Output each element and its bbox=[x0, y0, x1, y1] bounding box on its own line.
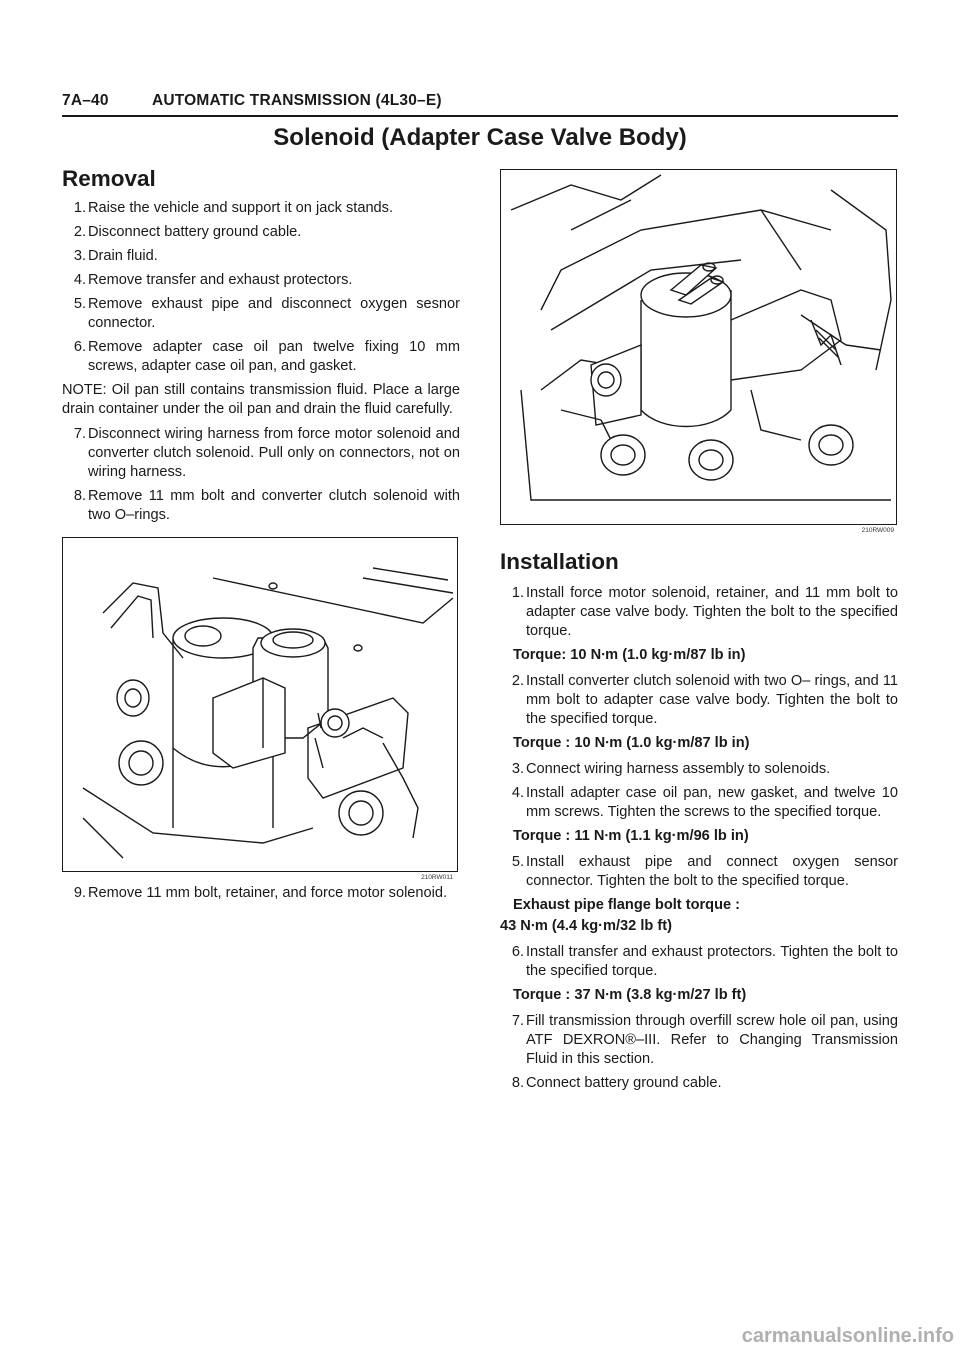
installation-step-6: 6. Install transfer and exhaust protectors. Tighten the bolt to the specified torque. bbox=[511, 944, 898, 979]
removal-steps-a bbox=[62, 199, 460, 530]
installation-step-4: 4. Install adapter case oil pan, new gasket, and twelve 10 mm screws. Tighten the screws to the specified torque. bbox=[511, 785, 898, 820]
torque-spec-1: Torque: 10 N∙m (1.0 kg·m/87 lb in) bbox=[513, 647, 746, 663]
removal-step-7: 7. Disconnect wiring harness from force motor solenoid and converter clutch solenoid. Pull only on connectors, not on wiring harness. bbox=[73, 426, 460, 480]
torque-spec-6: Torque : 37 N∙m (3.8 kg·m/27 lb ft) bbox=[513, 987, 747, 1003]
page-number: 7A–40 bbox=[62, 92, 109, 109]
installation-step-8: 8. Connect battery ground cable. bbox=[511, 1075, 722, 1091]
installation-step-5: 5. Install exhaust pipe and connect oxygen sensor connector. Tighten the bolt to the specified torque. bbox=[511, 854, 898, 889]
header-rule bbox=[62, 115, 898, 117]
page-title: Solenoid (Adapter Case Valve Body) bbox=[273, 124, 687, 151]
removal-step-5: 5. Remove exhaust pipe and disconnect oxygen sesnor connector. bbox=[73, 296, 460, 331]
torque-spec-4: Torque : 11 N∙m (1.1 kg·m/96 lb in) bbox=[513, 828, 749, 844]
removal-step-3: 3. Drain fluid. bbox=[73, 248, 158, 264]
removal-note: NOTE: Oil pan still contains transmission fluid. Place a large drain container under the oil pan and drain the fluid carefully. bbox=[62, 382, 460, 417]
installation-step-1: 1. Install force motor solenoid, retainer, and 11 mm bolt to adapter case valve body. Tighten the bolt to the specified torque. bbox=[511, 585, 898, 639]
installation-heading: Installation bbox=[500, 549, 619, 574]
figure-id-210rw011: 210RW011 bbox=[421, 874, 453, 881]
figure-id-210rw009: 210RW009 bbox=[861, 527, 894, 534]
page-header bbox=[62, 92, 442, 110]
removal-step-2: 2. Disconnect battery ground cable. bbox=[73, 224, 302, 240]
solenoid-illustration bbox=[63, 538, 457, 871]
torque-spec-5-label: Exhaust pipe flange bolt torque : bbox=[513, 897, 741, 913]
figure-converter-clutch-solenoid bbox=[500, 169, 897, 534]
removal-step-8: 8. Remove 11 mm bolt and converter clutch solenoid with two O–rings. bbox=[73, 488, 460, 523]
watermark: carmanualsonline.info bbox=[741, 1325, 954, 1347]
section-title: AUTOMATIC TRANSMISSION (4L30–E) bbox=[151, 92, 442, 109]
removal-step-6: 6. Remove adapter case oil pan twelve fixing 10 mm screws, adapter case oil pan, and gasket. bbox=[73, 339, 460, 374]
removal-step-4: 4. Remove transfer and exhaust protectors. bbox=[73, 272, 353, 288]
clutch-solenoid-illustration bbox=[501, 170, 896, 524]
installation-steps bbox=[500, 584, 898, 1098]
torque-spec-2: Torque : 10 N∙m (1.0 kg·m/87 lb in) bbox=[513, 735, 750, 751]
removal-steps-c bbox=[62, 884, 460, 908]
removal-step-1: 1. Raise the vehicle and support it on jack stands. bbox=[73, 200, 394, 216]
torque-spec-5-value: 43 N∙m (4.4 kg·m/32 lb ft) bbox=[500, 918, 672, 934]
installation-step-2: 2. Install converter clutch solenoid with two O– rings, and 11 mm bolt to adapter case valve body. Tighten the bolt to the specified torque. bbox=[511, 673, 898, 727]
installation-step-7: 7. Fill transmission through overfill screw hole oil pan, using ATF DEXRON®–III. Refer to Changing Transmission Fluid in this section. bbox=[511, 1013, 898, 1067]
removal-heading: Removal bbox=[62, 166, 156, 191]
removal-step-9: 9. Remove 11 mm bolt, retainer, and force motor solenoid. bbox=[73, 885, 448, 901]
installation-step-3: 3. Connect wiring harness assembly to solenoids. bbox=[511, 761, 831, 777]
figure-force-motor-solenoid bbox=[62, 537, 458, 881]
